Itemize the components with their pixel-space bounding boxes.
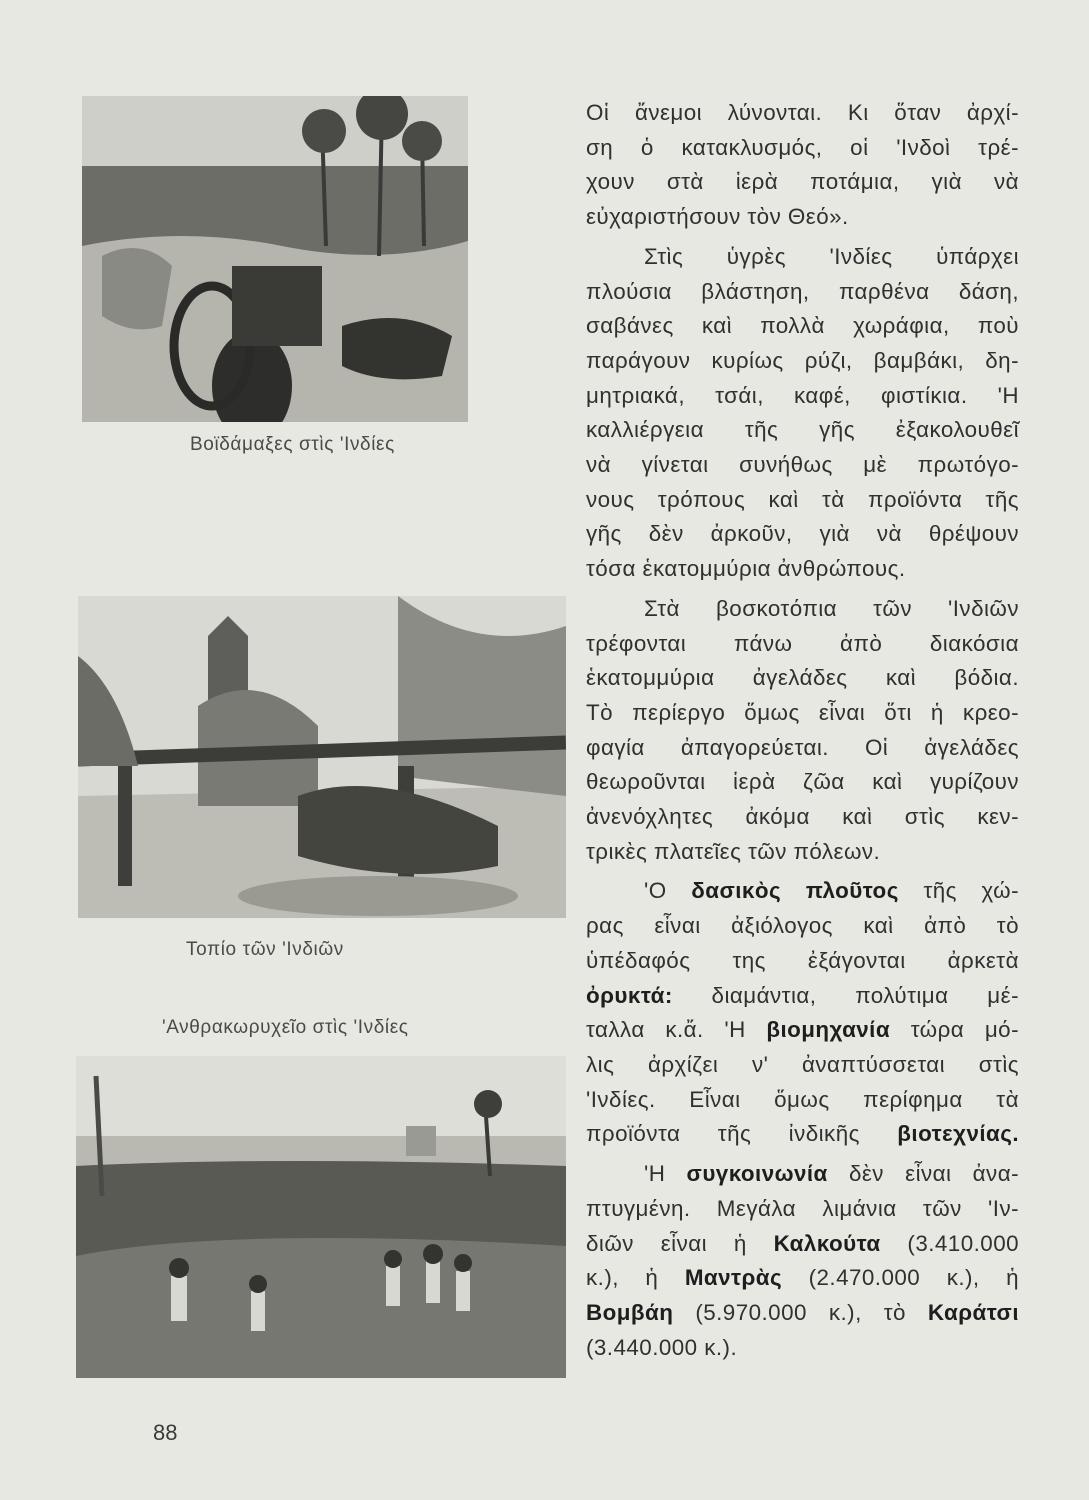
photo-coal-mine	[76, 1056, 566, 1378]
bold-term: δασικὸς πλοῦτος	[691, 878, 899, 904]
bold-term: βιοτεχνίας.	[897, 1121, 1019, 1147]
bold-term: Καράτσι	[927, 1299, 1019, 1325]
text-line: Στὶς ὑγρὲς 'Ινδίες ὑπάρχει	[644, 243, 1019, 269]
text-line: ἑκατομμύρια ἀγελάδες καὶ βόδια.	[586, 665, 1019, 691]
text-line: φαγία ἀπαγορεύεται. Οἱ ἀγελάδες	[586, 734, 1019, 760]
text-line: γῆς δὲν ἀρκοῦν, γιὰ νὰ θρέψουν	[586, 521, 1019, 547]
text-line: Βομβάη (5.970.000 κ.), τὸ Καράτσι	[586, 1299, 1019, 1325]
text-line: εὐχαριστήσουν τὸν Θεό».	[586, 204, 849, 230]
text-line: ταλλα κ.ἄ. 'Η βιομηχανία τώρα μό-	[586, 1017, 1019, 1043]
text-line: παράγουν κυρίως ρύζι, βαμβάκι, δη-	[586, 347, 1019, 373]
text-line: κ.), ἡ Μαντρὰς (2.470.000 κ.), ἡ	[586, 1265, 1020, 1291]
text-line: ση ὁ κατακλυσμός, οἱ 'Ινδοὶ τρέ-	[586, 134, 1019, 160]
bold-term: Καλκούτα	[773, 1230, 881, 1256]
text-line: 'Ο δασικὸς πλοῦτος τῆς χώ-	[644, 878, 1019, 904]
text-line: 'Ινδίες. Εἶναι ὅμως περίφημα τὰ	[586, 1086, 1019, 1112]
text-line: (3.440.000 κ.).	[586, 1334, 738, 1360]
text-line: διῶν εἶναι ἡ Καλκούτα (3.410.000	[586, 1230, 1019, 1256]
text-line: νους τρόπους καὶ τὰ προϊόντα τῆς	[586, 486, 1019, 512]
text-line: ὑπέδαφός της ἐξάγονται ἀρκετὰ	[586, 947, 1019, 973]
text-line: ὀρυκτά: διαμάντια, πολύτιμα μέ-	[586, 982, 1019, 1008]
text-line: προϊόντα τῆς ἰνδικῆς βιοτεχνίας.	[586, 1121, 1019, 1147]
text-line: Τὸ περίεργο ὅμως εἶναι ὅτι ἡ κρεο-	[586, 699, 1019, 725]
text-line: Στὰ βοσκοτόπια τῶν 'Ινδιῶν	[644, 595, 1019, 621]
figure-caption: 'Ανθρακωρυχεῖο στὶς 'Ινδίες	[162, 1017, 409, 1038]
bold-term: Μαντρὰς	[684, 1265, 783, 1291]
bold-term: Βομβάη	[586, 1299, 674, 1325]
text-line: θεωροῦνται ἱερὰ ζῶα καὶ γυρίζουν	[586, 769, 1019, 795]
text-line: πτυγμένη. Μεγάλα λιμάνια τῶν 'Ιν-	[586, 1195, 1019, 1221]
text-line: ρας εἶναι ἀξιόλογος καὶ ἀπὸ τὸ	[586, 913, 1019, 939]
text-line: Οἱ ἄνεμοι λύνονται. Κι ὅταν ἀρχί-	[586, 100, 1019, 125]
text-line: σαβάνες καὶ πολλὰ χωράφια, ποὺ	[586, 313, 1019, 339]
bold-term: βιομηχανία	[766, 1017, 891, 1043]
body-text	[586, 96, 1019, 1365]
text-line: μητριακά, τσάι, καφέ, φιστίκια. 'Η	[586, 382, 1019, 408]
photo-temple-landscape	[78, 596, 566, 918]
photo-ox-carts	[82, 96, 468, 422]
page-number: 88	[153, 1420, 178, 1445]
text-line: 'Η συγκοινωνία δὲν εἶναι ἀνα-	[644, 1161, 1019, 1187]
text-line: πλούσια βλάστηση, παρθένα δάση,	[586, 278, 1019, 304]
bold-term: συγκοινωνία	[686, 1161, 828, 1187]
figure-caption: Τοπίο τῶν 'Ινδιῶν	[186, 939, 344, 960]
text-line: καλλιέργεια τῆς γῆς ἐξακολουθεῖ	[586, 417, 1019, 443]
text-line: χουν στὰ ἱερὰ ποτάμια, γιὰ νὰ	[586, 169, 1019, 195]
figure-caption: Βοϊδάμαξες στὶς 'Ινδίες	[190, 434, 395, 455]
text-line: ἀνενόχλητες ἀκόμα καὶ στὶς κεν-	[586, 804, 1019, 830]
text-line: τρικὲς πλατεῖες τῶν πόλεων.	[586, 838, 881, 864]
text-line: τρέφονται πάνω ἀπὸ διακόσια	[586, 630, 1019, 656]
text-line: λις ἀρχίζει ν' ἀναπτύσσεται στὶς	[586, 1051, 1019, 1077]
text-line: νὰ γίνεται συνήθως μὲ πρωτόγο-	[586, 452, 1019, 478]
text-line: τόσα ἑκατομμύρια ἀνθρώπους.	[586, 556, 906, 582]
bold-term: ὀρυκτά:	[586, 982, 673, 1008]
